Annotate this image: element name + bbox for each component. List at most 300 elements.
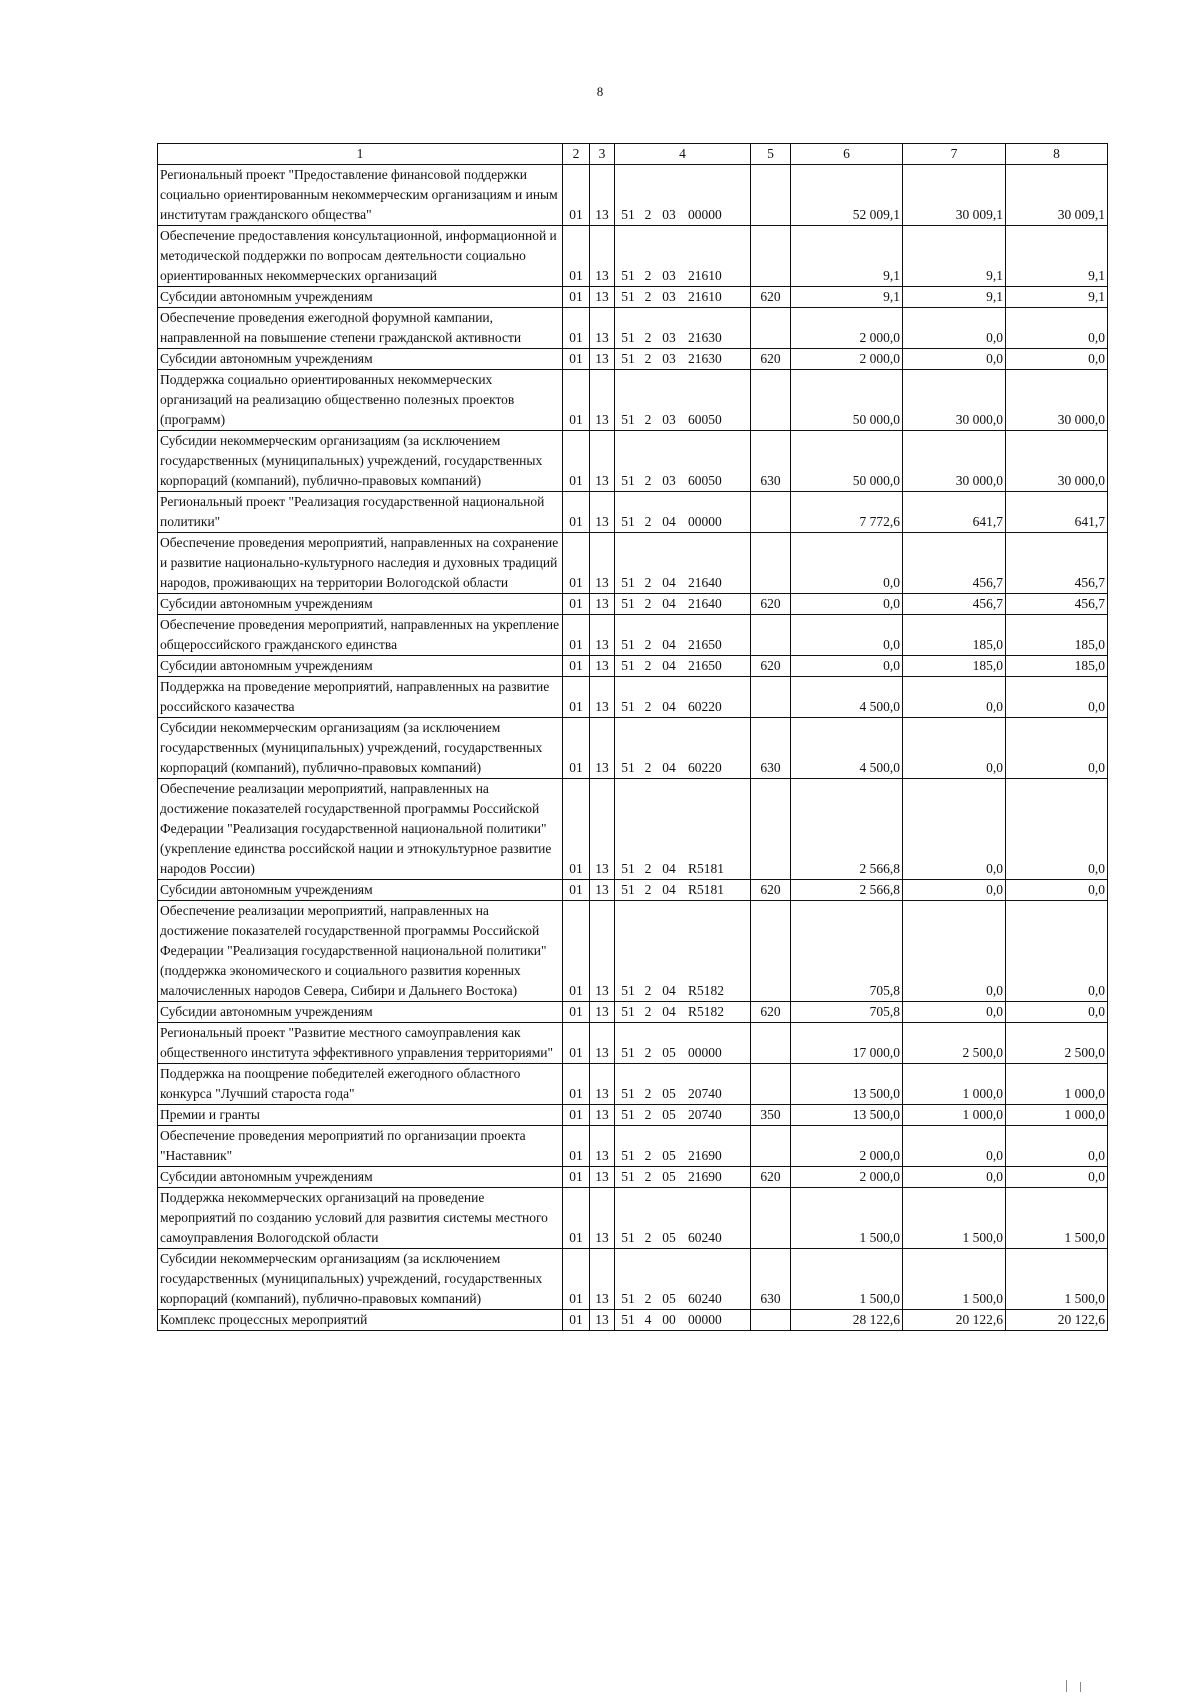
amount-year3-cell: 0,0 — [1006, 1002, 1108, 1023]
section-code-cell: 13 — [590, 880, 615, 901]
target-article-p2: 2 — [644, 760, 652, 775]
amount-year3-cell: 0,0 — [1006, 901, 1108, 1002]
expense-type-cell: 630 — [751, 718, 791, 779]
amount-year1-cell: 13 500,0 — [791, 1105, 903, 1126]
target-article-cell — [615, 1105, 751, 1126]
expense-type-cell — [751, 1126, 791, 1167]
target-article-p2: 2 — [644, 1045, 652, 1060]
amount-year3-cell: 0,0 — [1006, 880, 1108, 901]
amount-year3-cell: 2 500,0 — [1006, 1023, 1108, 1064]
target-article-p2: 2 — [644, 330, 652, 345]
row-name-cell: Обеспечение предоставления консультационной, информационной и методической поддержки по вопросам деятельности социально ориентированных некоммерческих организаций — [158, 226, 563, 287]
target-article-p1: 51 — [621, 330, 635, 345]
section-code-cell: 13 — [590, 1310, 615, 1331]
chapter-code-cell: 01 — [563, 615, 590, 656]
target-article-cell — [615, 594, 751, 615]
amount-year1-cell: 2 000,0 — [791, 1167, 903, 1188]
target-article-p2: 2 — [644, 596, 652, 611]
row-name-cell: Региональный проект "Реализация государственной национальной политики" — [158, 492, 563, 533]
row-name-cell: Региональный проект "Развитие местного самоуправления как общественного института эффективного управления территориями" — [158, 1023, 563, 1064]
table-header-row — [158, 144, 1108, 165]
target-article-p3: 03 — [662, 289, 676, 304]
chapter-code-cell: 01 — [563, 1126, 590, 1167]
target-article-p1: 51 — [621, 596, 635, 611]
expense-type-cell: 620 — [751, 287, 791, 308]
target-article-p3: 03 — [662, 268, 676, 283]
target-article-p3: 03 — [662, 207, 676, 222]
target-article-p4: 60050 — [688, 412, 722, 427]
target-article-p3: 05 — [662, 1086, 676, 1101]
amount-year3-cell: 0,0 — [1006, 779, 1108, 880]
target-article-p4: 21640 — [688, 575, 722, 590]
target-article-p2: 4 — [644, 1312, 652, 1327]
target-article-p3: 04 — [662, 637, 676, 652]
target-article-cell — [615, 1023, 751, 1064]
row-name-cell: Поддержка на проведение мероприятий, направленных на развитие российского казачества — [158, 677, 563, 718]
target-article-p3: 04 — [662, 699, 676, 714]
amount-year2-cell: 30 000,0 — [903, 370, 1006, 431]
target-article-p4: 00000 — [688, 207, 722, 222]
row-name-cell: Обеспечение реализации мероприятий, направленных на достижение показателей государственной программы Российской Федерации "Реализация государственной национальной политики" (укрепление единства российской нации и этнокультурное развитие народов России) — [158, 779, 563, 880]
section-code-cell: 13 — [590, 287, 615, 308]
expense-type-cell — [751, 308, 791, 349]
target-article-p2: 2 — [644, 1230, 652, 1245]
target-article-p2: 2 — [644, 207, 652, 222]
amount-year1-cell: 1 500,0 — [791, 1249, 903, 1310]
expense-type-cell — [751, 165, 791, 226]
target-article-p4: 00000 — [688, 514, 722, 529]
row-name-cell: Обеспечение реализации мероприятий, направленных на достижение показателей государственной программы Российской Федерации "Реализация государственной национальной политики" (поддержка экономического и социального развития коренных малочисленных народов Севера, Сибири и Дальнего Востока) — [158, 901, 563, 1002]
target-article-p3: 03 — [662, 351, 676, 366]
amount-year2-cell: 0,0 — [903, 901, 1006, 1002]
row-name-cell: Поддержка на поощрение победителей ежегодного областного конкурса "Лучший староста года" — [158, 1064, 563, 1105]
column-header-2: 2 — [563, 144, 590, 165]
target-article-p1: 51 — [621, 351, 635, 366]
amount-year3-cell: 0,0 — [1006, 677, 1108, 718]
target-article-p3: 04 — [662, 596, 676, 611]
target-article-cell — [615, 431, 751, 492]
target-article-p3: 03 — [662, 412, 676, 427]
chapter-code-cell: 01 — [563, 492, 590, 533]
amount-year2-cell: 185,0 — [903, 615, 1006, 656]
target-article-p3: 04 — [662, 760, 676, 775]
amount-year1-cell: 13 500,0 — [791, 1064, 903, 1105]
expense-type-cell: 620 — [751, 1002, 791, 1023]
target-article-p1: 51 — [621, 1291, 635, 1306]
target-article-p4: 60220 — [688, 760, 722, 775]
amount-year1-cell: 2 566,8 — [791, 779, 903, 880]
row-name-cell: Субсидии автономным учреждениям — [158, 287, 563, 308]
amount-year2-cell: 0,0 — [903, 308, 1006, 349]
expense-type-cell — [751, 533, 791, 594]
chapter-code-cell: 01 — [563, 349, 590, 370]
chapter-code-cell: 01 — [563, 1167, 590, 1188]
amount-year3-cell: 9,1 — [1006, 226, 1108, 287]
target-article-p3: 05 — [662, 1107, 676, 1122]
expense-type-cell: 620 — [751, 880, 791, 901]
scan-edge-mark — [1080, 1682, 1081, 1692]
expense-type-cell — [751, 901, 791, 1002]
amount-year2-cell: 9,1 — [903, 226, 1006, 287]
expense-type-cell: 630 — [751, 1249, 791, 1310]
chapter-code-cell: 01 — [563, 1023, 590, 1064]
section-code-cell: 13 — [590, 1249, 615, 1310]
target-article-p3: 05 — [662, 1045, 676, 1060]
chapter-code-cell: 01 — [563, 656, 590, 677]
target-article-p3: 04 — [662, 514, 676, 529]
target-article-cell — [615, 880, 751, 901]
expense-type-cell — [751, 1188, 791, 1249]
column-header-6: 6 — [791, 144, 903, 165]
target-article-p2: 2 — [644, 1169, 652, 1184]
target-article-p2: 2 — [644, 575, 652, 590]
amount-year3-cell: 456,7 — [1006, 594, 1108, 615]
target-article-p1: 51 — [621, 658, 635, 673]
amount-year1-cell: 4 500,0 — [791, 718, 903, 779]
target-article-p4: 60220 — [688, 699, 722, 714]
amount-year2-cell: 0,0 — [903, 880, 1006, 901]
target-article-p4: R5182 — [688, 983, 725, 998]
target-article-p4: R5181 — [688, 882, 725, 897]
chapter-code-cell: 01 — [563, 1188, 590, 1249]
chapter-code-cell: 01 — [563, 779, 590, 880]
row-name-cell: Субсидии автономным учреждениям — [158, 349, 563, 370]
target-article-p4: 20740 — [688, 1107, 722, 1122]
row-name-cell: Региональный проект "Предоставление финансовой поддержки социально ориентированным некоммерческим организациям и иным институтам гражданского общества" — [158, 165, 563, 226]
chapter-code-cell: 01 — [563, 1249, 590, 1310]
table-row — [158, 165, 1108, 226]
expense-type-cell — [751, 1064, 791, 1105]
target-article-cell — [615, 1310, 751, 1331]
row-name-cell: Обеспечение проведения мероприятий, направленных на сохранение и развитие национально-культурного наследия и духовных традиций народов, проживающих на территории Вологодской области — [158, 533, 563, 594]
table-row — [158, 431, 1108, 492]
section-code-cell: 13 — [590, 226, 615, 287]
target-article-p2: 2 — [644, 1086, 652, 1101]
target-article-p4: 21640 — [688, 596, 722, 611]
table-row — [158, 779, 1108, 880]
amount-year3-cell: 1 500,0 — [1006, 1249, 1108, 1310]
row-name-cell: Субсидии автономным учреждениям — [158, 594, 563, 615]
table-row — [158, 1002, 1108, 1023]
amount-year2-cell: 1 500,0 — [903, 1188, 1006, 1249]
target-article-p4: 20740 — [688, 1086, 722, 1101]
target-article-p1: 51 — [621, 514, 635, 529]
target-article-p2: 2 — [644, 1107, 652, 1122]
section-code-cell: 13 — [590, 431, 615, 492]
target-article-p3: 04 — [662, 658, 676, 673]
amount-year3-cell: 20 122,6 — [1006, 1310, 1108, 1331]
target-article-p2: 2 — [644, 289, 652, 304]
chapter-code-cell: 01 — [563, 677, 590, 718]
column-header-8: 8 — [1006, 144, 1108, 165]
budget-table — [157, 143, 1108, 1331]
expense-type-cell: 620 — [751, 1167, 791, 1188]
amount-year2-cell: 641,7 — [903, 492, 1006, 533]
target-article-p1: 51 — [621, 1107, 635, 1122]
amount-year3-cell: 1 000,0 — [1006, 1105, 1108, 1126]
target-article-p3: 04 — [662, 882, 676, 897]
expense-type-cell — [751, 226, 791, 287]
target-article-p3: 05 — [662, 1148, 676, 1163]
amount-year2-cell: 0,0 — [903, 718, 1006, 779]
expense-type-cell: 350 — [751, 1105, 791, 1126]
target-article-cell — [615, 656, 751, 677]
chapter-code-cell: 01 — [563, 594, 590, 615]
target-article-p2: 2 — [644, 882, 652, 897]
amount-year1-cell: 705,8 — [791, 901, 903, 1002]
amount-year2-cell: 1 000,0 — [903, 1105, 1006, 1126]
target-article-cell — [615, 370, 751, 431]
table-row — [158, 718, 1108, 779]
row-name-cell: Комплекс процессных мероприятий — [158, 1310, 563, 1331]
scan-edge-mark — [1066, 1680, 1067, 1692]
target-article-p2: 2 — [644, 1004, 652, 1019]
target-article-p1: 51 — [621, 983, 635, 998]
amount-year2-cell: 20 122,6 — [903, 1310, 1006, 1331]
table-row — [158, 1126, 1108, 1167]
target-article-p1: 51 — [621, 1148, 635, 1163]
row-name-cell: Обеспечение проведения мероприятий по организации проекта "Наставник" — [158, 1126, 563, 1167]
amount-year2-cell: 2 500,0 — [903, 1023, 1006, 1064]
target-article-p1: 51 — [621, 289, 635, 304]
amount-year3-cell: 456,7 — [1006, 533, 1108, 594]
amount-year1-cell: 0,0 — [791, 533, 903, 594]
amount-year1-cell: 2 000,0 — [791, 308, 903, 349]
table-row — [158, 1249, 1108, 1310]
target-article-p4: 21630 — [688, 351, 722, 366]
target-article-cell — [615, 165, 751, 226]
amount-year3-cell: 9,1 — [1006, 287, 1108, 308]
target-article-p1: 51 — [621, 268, 635, 283]
table-row — [158, 677, 1108, 718]
expense-type-cell — [751, 492, 791, 533]
target-article-p2: 2 — [644, 268, 652, 283]
target-article-p3: 04 — [662, 1004, 676, 1019]
expense-type-cell — [751, 779, 791, 880]
target-article-p4: 21610 — [688, 268, 722, 283]
amount-year1-cell: 50 000,0 — [791, 431, 903, 492]
target-article-cell — [615, 492, 751, 533]
target-article-p1: 51 — [621, 207, 635, 222]
section-code-cell: 13 — [590, 165, 615, 226]
row-name-cell: Обеспечение проведения мероприятий, направленных на укрепление общероссийского гражданского единства — [158, 615, 563, 656]
table-row — [158, 533, 1108, 594]
amount-year3-cell: 1 500,0 — [1006, 1188, 1108, 1249]
target-article-p4: 21650 — [688, 637, 722, 652]
column-header-7: 7 — [903, 144, 1006, 165]
section-code-cell: 13 — [590, 1126, 615, 1167]
target-article-p4: R5181 — [688, 861, 725, 876]
target-article-cell — [615, 615, 751, 656]
amount-year2-cell: 9,1 — [903, 287, 1006, 308]
amount-year2-cell: 0,0 — [903, 779, 1006, 880]
column-header-4: 4 — [615, 144, 751, 165]
amount-year2-cell: 1 000,0 — [903, 1064, 1006, 1105]
expense-type-cell — [751, 1310, 791, 1331]
table-body — [158, 165, 1108, 1331]
target-article-p3: 05 — [662, 1291, 676, 1306]
section-code-cell: 13 — [590, 370, 615, 431]
target-article-p1: 51 — [621, 1312, 635, 1327]
amount-year3-cell: 185,0 — [1006, 615, 1108, 656]
target-article-p3: 04 — [662, 575, 676, 590]
chapter-code-cell: 01 — [563, 901, 590, 1002]
amount-year1-cell: 0,0 — [791, 615, 903, 656]
table-row — [158, 308, 1108, 349]
table-row — [158, 901, 1108, 1002]
amount-year3-cell: 641,7 — [1006, 492, 1108, 533]
target-article-p2: 2 — [644, 412, 652, 427]
chapter-code-cell: 01 — [563, 880, 590, 901]
target-article-p1: 51 — [621, 473, 635, 488]
target-article-p3: 04 — [662, 983, 676, 998]
expense-type-cell — [751, 1023, 791, 1064]
target-article-p4: R5182 — [688, 1004, 725, 1019]
target-article-p3: 03 — [662, 473, 676, 488]
row-name-cell: Субсидии некоммерческим организациям (за исключением государственных (муниципальных) учреждений, государственных корпораций (компаний), публично-правовых компаний) — [158, 718, 563, 779]
section-code-cell: 13 — [590, 1002, 615, 1023]
target-article-p1: 51 — [621, 1045, 635, 1060]
table-row — [158, 615, 1108, 656]
amount-year1-cell: 0,0 — [791, 594, 903, 615]
target-article-p2: 2 — [644, 351, 652, 366]
target-article-p1: 51 — [621, 412, 635, 427]
target-article-p2: 2 — [644, 699, 652, 714]
chapter-code-cell: 01 — [563, 533, 590, 594]
row-name-cell: Поддержка некоммерческих организаций на проведение мероприятий по созданию условий для развития системы местного самоуправления Вологодской области — [158, 1188, 563, 1249]
target-article-p3: 03 — [662, 330, 676, 345]
target-article-p1: 51 — [621, 575, 635, 590]
row-name-cell: Субсидии автономным учреждениям — [158, 880, 563, 901]
amount-year3-cell: 185,0 — [1006, 656, 1108, 677]
amount-year1-cell: 2 566,8 — [791, 880, 903, 901]
amount-year1-cell: 1 500,0 — [791, 1188, 903, 1249]
amount-year1-cell: 9,1 — [791, 226, 903, 287]
amount-year1-cell: 0,0 — [791, 656, 903, 677]
amount-year1-cell: 52 009,1 — [791, 165, 903, 226]
page-number: 8 — [596, 84, 604, 99]
row-name-cell: Субсидии автономным учреждениям — [158, 1002, 563, 1023]
amount-year2-cell: 30 009,1 — [903, 165, 1006, 226]
target-article-p2: 2 — [644, 473, 652, 488]
chapter-code-cell: 01 — [563, 165, 590, 226]
table-row — [158, 370, 1108, 431]
amount-year1-cell: 7 772,6 — [791, 492, 903, 533]
table-row — [158, 226, 1108, 287]
target-article-p4: 21690 — [688, 1169, 722, 1184]
section-code-cell: 13 — [590, 615, 615, 656]
target-article-cell — [615, 677, 751, 718]
table-row — [158, 1105, 1108, 1126]
target-article-p3: 04 — [662, 861, 676, 876]
row-name-cell: Субсидии некоммерческим организациям (за исключением государственных (муниципальных) учреждений, государственных корпораций (компаний), публично-правовых компаний) — [158, 1249, 563, 1310]
expense-type-cell: 620 — [751, 656, 791, 677]
section-code-cell: 13 — [590, 718, 615, 779]
target-article-cell — [615, 1167, 751, 1188]
table-row — [158, 1167, 1108, 1188]
target-article-p3: 00 — [662, 1312, 676, 1327]
chapter-code-cell: 01 — [563, 226, 590, 287]
target-article-cell — [615, 349, 751, 370]
amount-year3-cell: 30 000,0 — [1006, 431, 1108, 492]
target-article-p4: 60240 — [688, 1291, 722, 1306]
amount-year3-cell: 0,0 — [1006, 1167, 1108, 1188]
section-code-cell: 13 — [590, 677, 615, 718]
section-code-cell: 13 — [590, 492, 615, 533]
amount-year2-cell: 0,0 — [903, 1126, 1006, 1167]
amount-year1-cell: 2 000,0 — [791, 349, 903, 370]
amount-year3-cell: 0,0 — [1006, 718, 1108, 779]
column-header-1: 1 — [158, 144, 563, 165]
amount-year2-cell: 0,0 — [903, 677, 1006, 718]
target-article-p1: 51 — [621, 1004, 635, 1019]
target-article-p1: 51 — [621, 861, 635, 876]
amount-year1-cell: 17 000,0 — [791, 1023, 903, 1064]
amount-year1-cell: 50 000,0 — [791, 370, 903, 431]
amount-year3-cell: 1 000,0 — [1006, 1064, 1108, 1105]
target-article-p4: 00000 — [688, 1045, 722, 1060]
column-header-3: 3 — [590, 144, 615, 165]
target-article-p3: 05 — [662, 1169, 676, 1184]
amount-year2-cell: 0,0 — [903, 1002, 1006, 1023]
row-name-cell: Обеспечение проведения ежегодной форумной кампании, направленной на повышение степени гражданской активности — [158, 308, 563, 349]
chapter-code-cell: 01 — [563, 287, 590, 308]
row-name-cell: Поддержка социально ориентированных некоммерческих организаций на реализацию общественно полезных проектов (программ) — [158, 370, 563, 431]
target-article-cell — [615, 226, 751, 287]
amount-year2-cell: 0,0 — [903, 1167, 1006, 1188]
target-article-cell — [615, 779, 751, 880]
chapter-code-cell: 01 — [563, 1105, 590, 1126]
section-code-cell: 13 — [590, 1064, 615, 1105]
target-article-p1: 51 — [621, 699, 635, 714]
chapter-code-cell: 01 — [563, 1310, 590, 1331]
column-header-5: 5 — [751, 144, 791, 165]
amount-year3-cell: 0,0 — [1006, 308, 1108, 349]
amount-year1-cell: 4 500,0 — [791, 677, 903, 718]
table-row — [158, 1023, 1108, 1064]
target-article-cell — [615, 1064, 751, 1105]
amount-year3-cell: 0,0 — [1006, 1126, 1108, 1167]
chapter-code-cell: 01 — [563, 1002, 590, 1023]
row-name-cell: Субсидии некоммерческим организациям (за исключением государственных (муниципальных) учреждений, государственных корпораций (компаний), публично-правовых компаний) — [158, 431, 563, 492]
section-code-cell: 13 — [590, 1105, 615, 1126]
target-article-p1: 51 — [621, 637, 635, 652]
target-article-p1: 51 — [621, 882, 635, 897]
section-code-cell: 13 — [590, 779, 615, 880]
table-row — [158, 1064, 1108, 1105]
expense-type-cell: 620 — [751, 349, 791, 370]
target-article-cell — [615, 901, 751, 1002]
row-name-cell: Премии и гранты — [158, 1105, 563, 1126]
expense-type-cell: 620 — [751, 594, 791, 615]
amount-year2-cell: 0,0 — [903, 349, 1006, 370]
target-article-p2: 2 — [644, 983, 652, 998]
expense-type-cell: 630 — [751, 431, 791, 492]
amount-year2-cell: 456,7 — [903, 533, 1006, 594]
chapter-code-cell: 01 — [563, 1064, 590, 1105]
target-article-p2: 2 — [644, 1291, 652, 1306]
target-article-cell — [615, 718, 751, 779]
section-code-cell: 13 — [590, 1188, 615, 1249]
expense-type-cell — [751, 677, 791, 718]
target-article-p1: 51 — [621, 1086, 635, 1101]
target-article-p2: 2 — [644, 658, 652, 673]
section-code-cell: 13 — [590, 901, 615, 1002]
section-code-cell: 13 — [590, 1167, 615, 1188]
table-row — [158, 492, 1108, 533]
target-article-cell — [615, 1126, 751, 1167]
target-article-p1: 51 — [621, 1169, 635, 1184]
